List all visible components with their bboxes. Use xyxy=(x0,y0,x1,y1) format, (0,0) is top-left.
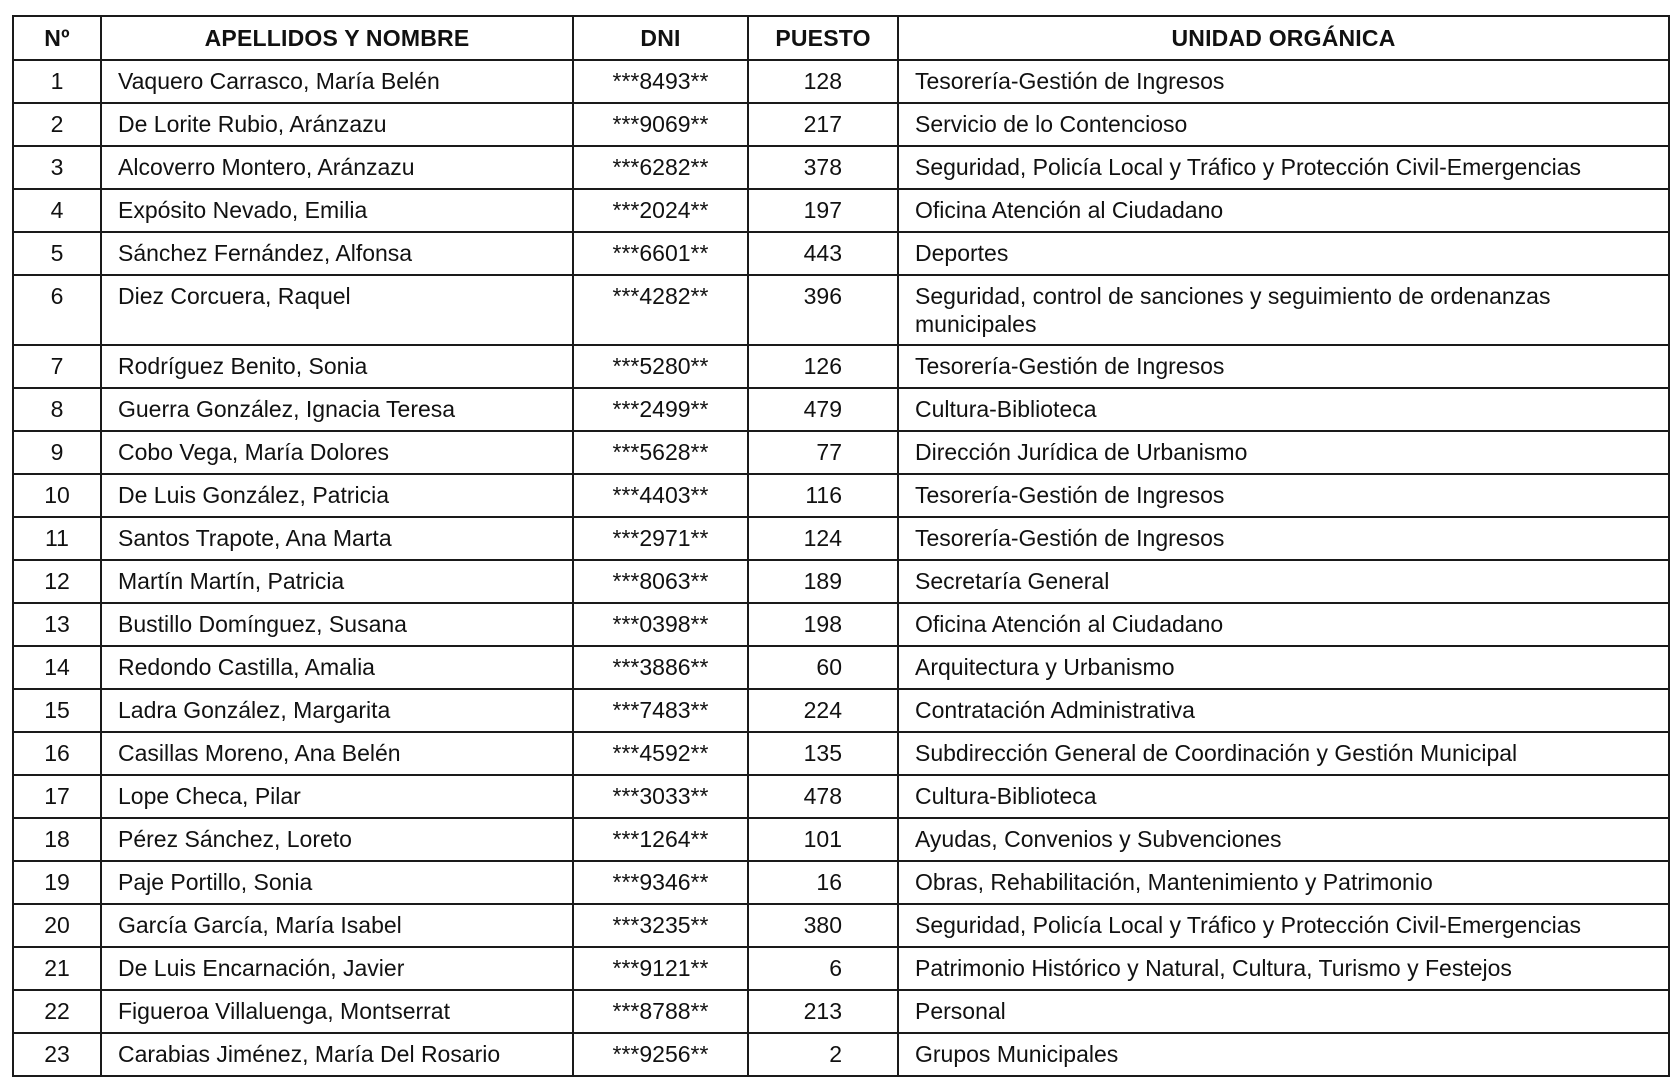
row-name: De Lorite Rubio, Aránzazu xyxy=(101,103,573,146)
table-row xyxy=(13,646,1669,689)
table-row xyxy=(13,275,1669,345)
table-row xyxy=(13,189,1669,232)
row-unidad: Tesorería-Gestión de Ingresos xyxy=(898,517,1669,560)
row-puesto: 217 xyxy=(748,103,898,146)
row-number: 17 xyxy=(13,775,101,818)
row-dni: ***5628** xyxy=(573,431,748,474)
table-row xyxy=(13,560,1669,603)
row-dni: ***9256** xyxy=(573,1033,748,1076)
row-name: Rodríguez Benito, Sonia xyxy=(101,345,573,388)
row-unidad: Grupos Municipales xyxy=(898,1033,1669,1076)
row-dni: ***8063** xyxy=(573,560,748,603)
row-unidad: Ayudas, Convenios y Subvenciones xyxy=(898,818,1669,861)
row-puesto: 197 xyxy=(748,189,898,232)
header-row xyxy=(13,16,1669,60)
row-name: Sánchez Fernández, Alfonsa xyxy=(101,232,573,275)
row-name: Diez Corcuera, Raquel xyxy=(101,275,573,345)
row-unidad: Tesorería-Gestión de Ingresos xyxy=(898,345,1669,388)
row-puesto: 135 xyxy=(748,732,898,775)
row-unidad: Oficina Atención al Ciudadano xyxy=(898,189,1669,232)
row-name: Lope Checa, Pilar xyxy=(101,775,573,818)
table-row xyxy=(13,904,1669,947)
header-dni: DNI xyxy=(573,16,748,60)
row-name: De Luis González, Patricia xyxy=(101,474,573,517)
row-name: Expósito Nevado, Emilia xyxy=(101,189,573,232)
row-name: Pérez Sánchez, Loreto xyxy=(101,818,573,861)
header-puesto: PUESTO xyxy=(748,16,898,60)
row-unidad: Oficina Atención al Ciudadano xyxy=(898,603,1669,646)
row-dni: ***0398** xyxy=(573,603,748,646)
row-unidad: Seguridad, Policía Local y Tráfico y Protección Civil-Emergencias xyxy=(898,904,1669,947)
row-dni: ***5280** xyxy=(573,345,748,388)
row-unidad: Tesorería-Gestión de Ingresos xyxy=(898,60,1669,103)
table-body xyxy=(13,60,1669,1076)
row-dni: ***6601** xyxy=(573,232,748,275)
row-name: Figueroa Villaluenga, Montserrat xyxy=(101,990,573,1033)
row-puesto: 213 xyxy=(748,990,898,1033)
row-puesto: 101 xyxy=(748,818,898,861)
row-puesto: 189 xyxy=(748,560,898,603)
row-unidad: Contratación Administrativa xyxy=(898,689,1669,732)
table-row xyxy=(13,146,1669,189)
row-name: Santos Trapote, Ana Marta xyxy=(101,517,573,560)
row-dni: ***9121** xyxy=(573,947,748,990)
row-number: 16 xyxy=(13,732,101,775)
personnel-table xyxy=(12,15,1670,1077)
row-puesto: 198 xyxy=(748,603,898,646)
table-row xyxy=(13,1033,1669,1076)
row-puesto: 443 xyxy=(748,232,898,275)
row-unidad: Servicio de lo Contencioso xyxy=(898,103,1669,146)
row-dni: ***8493** xyxy=(573,60,748,103)
row-dni: ***4403** xyxy=(573,474,748,517)
row-number: 4 xyxy=(13,189,101,232)
row-name: De Luis Encarnación, Javier xyxy=(101,947,573,990)
row-number: 18 xyxy=(13,818,101,861)
row-number: 11 xyxy=(13,517,101,560)
row-dni: ***2499** xyxy=(573,388,748,431)
row-number: 9 xyxy=(13,431,101,474)
table-row xyxy=(13,732,1669,775)
row-unidad: Seguridad, Policía Local y Tráfico y Protección Civil-Emergencias xyxy=(898,146,1669,189)
row-number: 3 xyxy=(13,146,101,189)
row-puesto: 380 xyxy=(748,904,898,947)
table-row xyxy=(13,517,1669,560)
row-number: 6 xyxy=(13,275,101,345)
row-name: Martín Martín, Patricia xyxy=(101,560,573,603)
row-dni: ***7483** xyxy=(573,689,748,732)
header-name: APELLIDOS Y NOMBRE xyxy=(101,16,573,60)
row-number: 12 xyxy=(13,560,101,603)
row-number: 20 xyxy=(13,904,101,947)
row-number: 15 xyxy=(13,689,101,732)
table-row xyxy=(13,388,1669,431)
row-number: 13 xyxy=(13,603,101,646)
row-puesto: 77 xyxy=(748,431,898,474)
row-unidad: Seguridad, control de sanciones y seguimiento de ordenanzas municipales xyxy=(898,275,1669,345)
row-puesto: 396 xyxy=(748,275,898,345)
row-unidad: Cultura-Biblioteca xyxy=(898,775,1669,818)
row-dni: ***2971** xyxy=(573,517,748,560)
row-puesto: 124 xyxy=(748,517,898,560)
row-dni: ***8788** xyxy=(573,990,748,1033)
row-unidad: Tesorería-Gestión de Ingresos xyxy=(898,474,1669,517)
row-number: 5 xyxy=(13,232,101,275)
row-name: Alcoverro Montero, Aránzazu xyxy=(101,146,573,189)
table-row xyxy=(13,474,1669,517)
row-unidad: Obras, Rehabilitación, Mantenimiento y Patrimonio xyxy=(898,861,1669,904)
row-unidad: Arquitectura y Urbanismo xyxy=(898,646,1669,689)
row-puesto: 126 xyxy=(748,345,898,388)
table-row xyxy=(13,103,1669,146)
row-puesto: 479 xyxy=(748,388,898,431)
header-unidad: UNIDAD ORGÁNICA xyxy=(898,16,1669,60)
table-row xyxy=(13,775,1669,818)
row-name: Carabias Jiménez, María Del Rosario xyxy=(101,1033,573,1076)
row-puesto: 478 xyxy=(748,775,898,818)
row-number: 19 xyxy=(13,861,101,904)
row-dni: ***4592** xyxy=(573,732,748,775)
row-number: 21 xyxy=(13,947,101,990)
row-unidad: Personal xyxy=(898,990,1669,1033)
row-number: 2 xyxy=(13,103,101,146)
row-puesto: 60 xyxy=(748,646,898,689)
row-puesto: 128 xyxy=(748,60,898,103)
row-unidad: Secretaría General xyxy=(898,560,1669,603)
row-number: 10 xyxy=(13,474,101,517)
row-name: Redondo Castilla, Amalia xyxy=(101,646,573,689)
table-row xyxy=(13,990,1669,1033)
row-dni: ***2024** xyxy=(573,189,748,232)
table-row xyxy=(13,947,1669,990)
row-puesto: 6 xyxy=(748,947,898,990)
row-puesto: 116 xyxy=(748,474,898,517)
row-number: 7 xyxy=(13,345,101,388)
row-dni: ***9069** xyxy=(573,103,748,146)
table-row xyxy=(13,603,1669,646)
row-name: Cobo Vega, María Dolores xyxy=(101,431,573,474)
row-dni: ***3235** xyxy=(573,904,748,947)
row-puesto: 2 xyxy=(748,1033,898,1076)
row-puesto: 224 xyxy=(748,689,898,732)
row-number: 1 xyxy=(13,60,101,103)
table-row xyxy=(13,431,1669,474)
table-row xyxy=(13,60,1669,103)
row-dni: ***3886** xyxy=(573,646,748,689)
row-puesto: 16 xyxy=(748,861,898,904)
row-number: 22 xyxy=(13,990,101,1033)
header-num: Nº xyxy=(13,16,101,60)
table-row xyxy=(13,689,1669,732)
table-row xyxy=(13,232,1669,275)
row-puesto: 378 xyxy=(748,146,898,189)
row-number: 23 xyxy=(13,1033,101,1076)
row-name: Casillas Moreno, Ana Belén xyxy=(101,732,573,775)
row-number: 14 xyxy=(13,646,101,689)
row-dni: ***6282** xyxy=(573,146,748,189)
table-row xyxy=(13,861,1669,904)
row-name: Vaquero Carrasco, María Belén xyxy=(101,60,573,103)
row-unidad: Dirección Jurídica de Urbanismo xyxy=(898,431,1669,474)
table-row xyxy=(13,818,1669,861)
row-unidad: Cultura-Biblioteca xyxy=(898,388,1669,431)
row-name: García García, María Isabel xyxy=(101,904,573,947)
row-dni: ***9346** xyxy=(573,861,748,904)
row-name: Bustillo Domínguez, Susana xyxy=(101,603,573,646)
row-unidad: Subdirección General de Coordinación y Gestión Municipal xyxy=(898,732,1669,775)
table-row xyxy=(13,345,1669,388)
row-dni: ***3033** xyxy=(573,775,748,818)
row-number: 8 xyxy=(13,388,101,431)
row-dni: ***4282** xyxy=(573,275,748,345)
row-name: Ladra González, Margarita xyxy=(101,689,573,732)
row-unidad: Patrimonio Histórico y Natural, Cultura, Turismo y Festejos xyxy=(898,947,1669,990)
row-name: Paje Portillo, Sonia xyxy=(101,861,573,904)
row-unidad: Deportes xyxy=(898,232,1669,275)
row-dni: ***1264** xyxy=(573,818,748,861)
row-name: Guerra González, Ignacia Teresa xyxy=(101,388,573,431)
